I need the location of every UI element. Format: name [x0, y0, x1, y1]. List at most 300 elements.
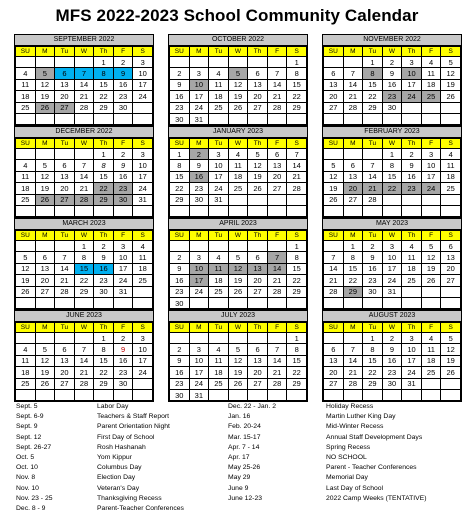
day-cell: 14: [74, 171, 94, 182]
day-cell: 10: [402, 344, 422, 355]
day-cell: 19: [228, 91, 248, 102]
day-cell: 27: [267, 183, 287, 194]
event-date: May 29: [228, 474, 251, 482]
day-cell: [55, 241, 75, 252]
day-cell: 8: [94, 68, 114, 79]
day-cell: 1: [287, 241, 307, 252]
day-cell: 5: [324, 160, 344, 171]
day-cell: 31: [209, 194, 229, 205]
day-cell: 22: [94, 367, 114, 378]
month-title: JANUARY 2023: [169, 127, 307, 138]
day-cell: [35, 241, 55, 252]
day-cell: [287, 113, 307, 124]
day-cell: 28: [324, 286, 344, 297]
day-cell: 3: [402, 57, 422, 68]
day-cell: 28: [267, 378, 287, 389]
month-title: AUGUST 2023: [323, 311, 461, 322]
day-cell: [421, 205, 441, 216]
day-of-week: M: [35, 231, 55, 241]
day-cell: 17: [189, 275, 209, 286]
day-of-week: Th: [248, 323, 268, 333]
month-title: APRIL 2023: [169, 219, 307, 230]
day-of-week: F: [113, 323, 133, 333]
day-cell: 30: [170, 297, 190, 308]
day-cell: 26: [228, 286, 248, 297]
month-calendar: [14, 310, 154, 402]
day-of-week: M: [343, 139, 363, 149]
day-cell: 26: [441, 367, 461, 378]
day-cell: [55, 149, 75, 160]
event-label: Thanksgiving Recess: [97, 494, 162, 502]
day-cell: [441, 378, 461, 389]
day-cell: 16: [113, 355, 133, 366]
day-cell: 1: [94, 57, 114, 68]
day-cell: 22: [287, 275, 307, 286]
day-cell: 18: [421, 355, 441, 366]
day-cell: 6: [248, 252, 268, 263]
day-cell: 22: [74, 275, 94, 286]
day-cell: 18: [209, 91, 229, 102]
day-cell: 29: [74, 286, 94, 297]
day-cell: 1: [343, 241, 363, 252]
day-of-week: S: [287, 323, 307, 333]
day-cell: 23: [170, 378, 190, 389]
day-cell: 3: [113, 241, 133, 252]
day-cell: 12: [35, 355, 55, 366]
events-right-labels: [326, 402, 426, 504]
day-cell: 9: [170, 355, 190, 366]
day-cell: 2: [170, 68, 190, 79]
day-cell: [324, 297, 344, 308]
day-cell: 20: [55, 183, 75, 194]
day-cell: [267, 333, 287, 344]
day-cell: 12: [441, 344, 461, 355]
day-cell: 1: [363, 57, 383, 68]
day-cell: [267, 241, 287, 252]
day-cell: 20: [343, 183, 363, 194]
event-label: Parent-Teacher Conferences: [97, 505, 184, 513]
day-cell: 29: [94, 194, 114, 205]
day-cell: 20: [324, 91, 344, 102]
day-cell: [324, 113, 344, 124]
day-cell: 2: [113, 57, 133, 68]
month-calendar: [168, 310, 308, 402]
event-label: Last Day of School: [326, 484, 384, 492]
day-of-week: W: [74, 231, 94, 241]
day-cell: 15: [363, 355, 383, 366]
day-of-week: M: [189, 323, 209, 333]
day-cell: 16: [402, 171, 422, 182]
day-cell: [74, 389, 94, 400]
day-of-week: Tu: [209, 139, 229, 149]
event-date: Oct. 10: [16, 464, 38, 472]
day-cell: 18: [421, 79, 441, 90]
day-cell: 7: [55, 252, 75, 263]
day-of-week: W: [228, 231, 248, 241]
day-cell: 11: [421, 344, 441, 355]
day-cell: 27: [55, 194, 75, 205]
day-of-week: SU: [16, 139, 36, 149]
day-of-week: S: [287, 47, 307, 57]
day-of-week: Tu: [55, 47, 75, 57]
event-date: Feb. 20-24: [228, 423, 261, 431]
day-cell: 1: [382, 149, 402, 160]
day-cell: 20: [35, 275, 55, 286]
day-of-week: W: [74, 47, 94, 57]
event-label: Labor Day: [97, 403, 129, 410]
day-cell: 22: [287, 91, 307, 102]
month-calendar: [322, 126, 462, 218]
event-date: May 25-26: [228, 464, 261, 472]
day-cell: 25: [16, 194, 36, 205]
day-cell: 19: [35, 91, 55, 102]
day-cell: 25: [209, 286, 229, 297]
day-of-week: F: [113, 231, 133, 241]
day-cell: [324, 333, 344, 344]
day-cell: 30: [170, 113, 190, 124]
day-cell: [74, 297, 94, 308]
day-cell: 22: [343, 275, 363, 286]
event-label: Yom Kippur: [97, 454, 132, 462]
day-cell: 21: [74, 367, 94, 378]
day-cell: 20: [248, 367, 268, 378]
day-cell: 23: [382, 91, 402, 102]
day-cell: 28: [267, 102, 287, 113]
event-label: Columbus Day: [97, 464, 142, 472]
month-title: OCTOBER 2022: [169, 35, 307, 46]
day-of-week: Th: [94, 323, 114, 333]
day-cell: 3: [421, 149, 441, 160]
day-cell: 12: [441, 68, 461, 79]
day-cell: [55, 389, 75, 400]
day-of-week: W: [228, 139, 248, 149]
day-of-week: F: [113, 139, 133, 149]
day-cell: 12: [248, 160, 268, 171]
day-cell: 28: [287, 183, 307, 194]
day-cell: 17: [133, 171, 153, 182]
month-calendar: [14, 34, 154, 126]
day-cell: 13: [343, 171, 363, 182]
day-cell: 11: [16, 171, 36, 182]
day-cell: 29: [287, 286, 307, 297]
day-cell: 6: [248, 344, 268, 355]
day-cell: 9: [94, 252, 114, 263]
event-date: Sept. 12: [16, 433, 42, 441]
day-cell: 15: [94, 171, 114, 182]
day-cell: 16: [94, 263, 114, 274]
day-cell: 10: [113, 252, 133, 263]
day-cell: 5: [421, 241, 441, 252]
day-cell: 20: [55, 91, 75, 102]
day-cell: 23: [382, 367, 402, 378]
event-date: Sept. 6-9: [16, 413, 44, 421]
day-cell: [228, 297, 248, 308]
day-cell: 12: [16, 263, 36, 274]
day-cell: 27: [55, 378, 75, 389]
event-date: Sept. 9: [16, 423, 38, 431]
day-cell: 21: [74, 183, 94, 194]
day-cell: 13: [55, 171, 75, 182]
day-cell: 15: [287, 355, 307, 366]
event-date: Jan. 16: [228, 413, 251, 421]
day-of-week: S: [441, 231, 461, 241]
day-cell: 11: [228, 160, 248, 171]
day-cell: 11: [133, 252, 153, 263]
day-cell: [343, 205, 363, 216]
day-cell: 12: [228, 263, 248, 274]
day-cell: [402, 194, 422, 205]
day-cell: [35, 149, 55, 160]
day-of-week: Tu: [363, 323, 383, 333]
day-cell: 12: [421, 252, 441, 263]
day-cell: 6: [324, 344, 344, 355]
day-cell: 9: [170, 79, 190, 90]
day-cell: 3: [189, 252, 209, 263]
day-cell: 19: [228, 367, 248, 378]
day-cell: 5: [228, 252, 248, 263]
day-cell: 18: [16, 183, 36, 194]
day-cell: 22: [94, 183, 114, 194]
events-left-labels: [97, 402, 184, 514]
event-label: Annual Staff Development Days: [326, 433, 423, 441]
day-cell: 26: [228, 102, 248, 113]
day-cell: 5: [35, 160, 55, 171]
day-cell: 13: [248, 263, 268, 274]
day-cell: 18: [228, 171, 248, 182]
day-of-week: F: [267, 139, 287, 149]
day-cell: 3: [133, 333, 153, 344]
day-cell: 5: [228, 344, 248, 355]
day-cell: 20: [324, 367, 344, 378]
day-cell: 18: [133, 263, 153, 274]
day-cell: 3: [189, 68, 209, 79]
day-cell: 23: [170, 286, 190, 297]
day-cell: 29: [363, 378, 383, 389]
day-cell: [228, 113, 248, 124]
day-cell: 31: [133, 194, 153, 205]
month-calendar: [168, 126, 308, 218]
day-cell: 15: [363, 79, 383, 90]
day-cell: 23: [94, 275, 114, 286]
day-cell: 11: [16, 79, 36, 90]
day-cell: [421, 389, 441, 400]
day-cell: [74, 149, 94, 160]
day-cell: 26: [421, 275, 441, 286]
day-of-week: Tu: [55, 231, 75, 241]
day-cell: 5: [16, 252, 36, 263]
event-label: Election Day: [97, 474, 136, 482]
event-date: Nov. 23 - 25: [16, 494, 53, 502]
day-of-week: F: [421, 231, 441, 241]
day-cell: [35, 113, 55, 124]
day-cell: 16: [382, 79, 402, 90]
day-cell: 27: [35, 286, 55, 297]
day-cell: 8: [287, 252, 307, 263]
day-of-week: SU: [170, 231, 190, 241]
day-of-week: F: [267, 47, 287, 57]
day-cell: 1: [287, 333, 307, 344]
day-cell: [74, 205, 94, 216]
day-cell: [55, 57, 75, 68]
day-of-week: M: [343, 47, 363, 57]
day-cell: 17: [113, 263, 133, 274]
day-cell: [324, 205, 344, 216]
day-cell: [343, 57, 363, 68]
day-of-week: S: [441, 139, 461, 149]
day-of-week: W: [228, 323, 248, 333]
day-cell: 20: [248, 275, 268, 286]
day-cell: [228, 241, 248, 252]
day-cell: [267, 194, 287, 205]
day-cell: [35, 297, 55, 308]
day-cell: 26: [16, 286, 36, 297]
day-cell: 13: [55, 355, 75, 366]
day-cell: [74, 57, 94, 68]
day-cell: 26: [35, 378, 55, 389]
day-cell: 28: [343, 378, 363, 389]
day-cell: 23: [113, 183, 133, 194]
day-cell: 19: [228, 275, 248, 286]
day-of-week: Tu: [363, 47, 383, 57]
day-cell: [421, 194, 441, 205]
day-cell: [113, 205, 133, 216]
event-label: Mid-Winter Recess: [326, 423, 384, 431]
day-cell: 4: [228, 149, 248, 160]
day-cell: 15: [287, 79, 307, 90]
day-cell: [287, 205, 307, 216]
day-cell: [35, 389, 55, 400]
day-cell: 26: [324, 194, 344, 205]
day-cell: 15: [343, 263, 363, 274]
day-cell: 4: [402, 241, 422, 252]
day-cell: 4: [209, 252, 229, 263]
day-cell: 18: [402, 263, 422, 274]
day-cell: [248, 297, 268, 308]
day-cell: [133, 297, 153, 308]
day-cell: 26: [35, 102, 55, 113]
day-cell: 11: [402, 252, 422, 263]
day-cell: 17: [189, 91, 209, 102]
event-date: Oct. 5: [16, 454, 35, 462]
day-cell: 28: [74, 194, 94, 205]
day-cell: 8: [363, 68, 383, 79]
day-cell: 27: [248, 102, 268, 113]
day-cell: 16: [189, 171, 209, 182]
day-cell: 20: [441, 263, 461, 274]
day-cell: 8: [363, 344, 383, 355]
event-label: First Day of School: [97, 433, 155, 441]
day-cell: 24: [382, 275, 402, 286]
day-cell: [189, 205, 209, 216]
day-cell: 7: [324, 252, 344, 263]
event-label: 2022 Camp Weeks (TENTATIVE): [326, 494, 427, 502]
day-cell: 10: [189, 79, 209, 90]
day-cell: 24: [133, 91, 153, 102]
day-cell: 11: [209, 263, 229, 274]
day-cell: 7: [267, 252, 287, 263]
day-cell: 8: [74, 252, 94, 263]
day-cell: 13: [441, 252, 461, 263]
day-cell: 19: [35, 183, 55, 194]
day-cell: 21: [324, 275, 344, 286]
day-cell: 4: [209, 68, 229, 79]
day-cell: [402, 205, 422, 216]
day-cell: 9: [382, 344, 402, 355]
day-cell: 10: [133, 160, 153, 171]
day-of-week: W: [382, 231, 402, 241]
day-cell: [170, 205, 190, 216]
day-cell: 24: [133, 183, 153, 194]
day-cell: 3: [382, 241, 402, 252]
day-cell: 1: [170, 149, 190, 160]
day-cell: 30: [113, 378, 133, 389]
day-of-week: S: [441, 47, 461, 57]
day-cell: [209, 57, 229, 68]
day-cell: [382, 297, 402, 308]
day-cell: 14: [74, 79, 94, 90]
day-of-week: W: [74, 139, 94, 149]
day-cell: 11: [441, 160, 461, 171]
day-cell: 10: [133, 68, 153, 79]
day-of-week: Th: [248, 231, 268, 241]
day-of-week: Tu: [55, 323, 75, 333]
day-cell: 28: [55, 286, 75, 297]
day-cell: 7: [343, 68, 363, 79]
day-cell: 19: [441, 355, 461, 366]
day-cell: [421, 102, 441, 113]
day-cell: 5: [35, 68, 55, 79]
day-cell: 16: [363, 263, 383, 274]
day-cell: 24: [402, 91, 422, 102]
day-cell: [402, 286, 422, 297]
day-cell: 2: [113, 149, 133, 160]
day-cell: 1: [287, 57, 307, 68]
day-of-week: S: [133, 323, 153, 333]
day-cell: [363, 389, 383, 400]
day-of-week: M: [189, 231, 209, 241]
day-cell: [441, 389, 461, 400]
day-cell: 17: [189, 367, 209, 378]
day-cell: 4: [16, 344, 36, 355]
month-calendar: [322, 218, 462, 310]
day-of-week: SU: [170, 323, 190, 333]
event-date: Mar. 15-17: [228, 433, 261, 441]
day-cell: 13: [324, 79, 344, 90]
day-of-week: F: [421, 47, 441, 57]
day-of-week: M: [343, 231, 363, 241]
day-cell: 21: [267, 91, 287, 102]
day-cell: 31: [189, 113, 209, 124]
day-cell: [228, 194, 248, 205]
day-cell: 2: [363, 241, 383, 252]
day-cell: 30: [189, 194, 209, 205]
day-cell: 30: [113, 194, 133, 205]
day-cell: [267, 57, 287, 68]
day-cell: 19: [421, 263, 441, 274]
day-cell: 7: [74, 344, 94, 355]
day-cell: [248, 205, 268, 216]
day-cell: 17: [402, 355, 422, 366]
day-cell: [170, 333, 190, 344]
day-cell: 23: [113, 367, 133, 378]
day-cell: [343, 333, 363, 344]
day-cell: 2: [382, 333, 402, 344]
day-cell: 16: [170, 91, 190, 102]
day-cell: [402, 297, 422, 308]
day-cell: 30: [363, 286, 383, 297]
day-cell: 3: [189, 344, 209, 355]
month-title: MAY 2023: [323, 219, 461, 230]
